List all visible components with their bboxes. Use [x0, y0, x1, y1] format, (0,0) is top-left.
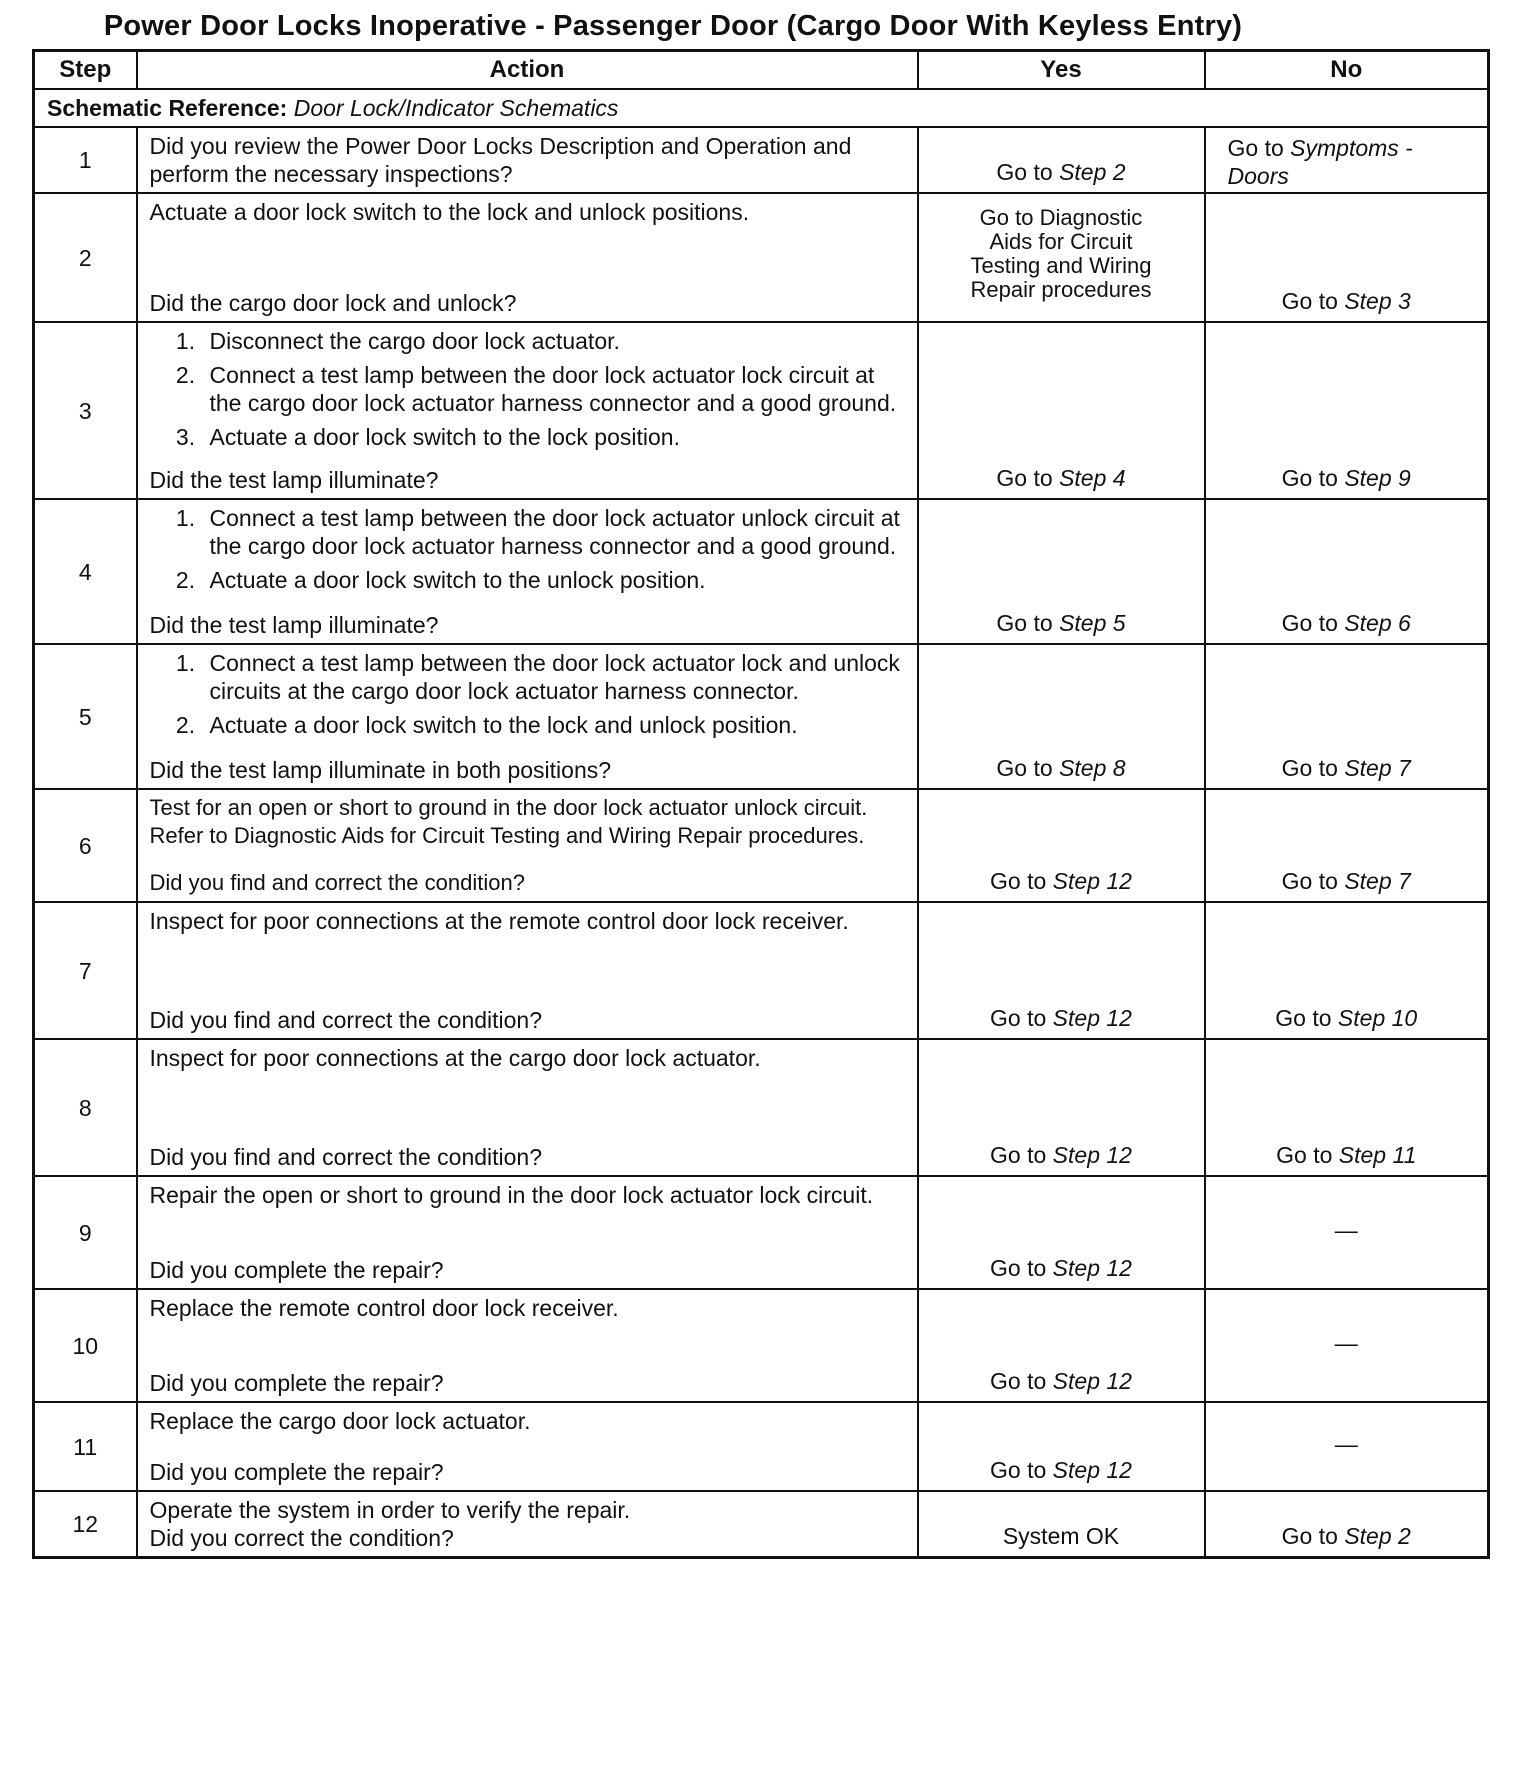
header-action: Action: [137, 51, 918, 90]
header-no: No: [1205, 51, 1489, 90]
no-text: Go to: [1281, 465, 1338, 491]
table-row: [34, 1402, 1489, 1491]
yes-result: [918, 789, 1205, 902]
yes-step-link: Step 12: [1052, 1457, 1132, 1483]
table-row: [34, 789, 1489, 902]
action-question: Did the test lamp illuminate?: [149, 467, 439, 493]
action-text: Inspect for poor connections at the cargo door lock actuator.: [149, 1045, 761, 1071]
yes-text: Go to: [996, 159, 1053, 185]
yes-result: [918, 193, 1205, 322]
step-number: 2: [34, 193, 137, 322]
action-text: Did you review the Power Door Locks Description and Operation and perform the necessary inspections?: [149, 133, 852, 187]
no-step-link: Step 6: [1344, 610, 1411, 636]
action-text: Actuate a door lock switch to the lock and unlock positions.: [149, 199, 750, 225]
yes-text: Go to: [996, 610, 1053, 636]
no-step-link: Symptoms - Doors: [1227, 135, 1413, 189]
no-step-link: Step 11: [1338, 1142, 1417, 1168]
action-content: [150, 1407, 907, 1486]
step-number: 6: [34, 789, 137, 902]
action-question: Did you find and correct the condition?: [149, 870, 525, 895]
yes-step-link: Step 12: [1052, 1005, 1132, 1031]
action-content: [150, 504, 907, 639]
action-question: Did you complete the repair?: [149, 1370, 444, 1396]
yes-text: Go to Diagnostic Aids for Circuit Testing and Wiring Repair procedures: [970, 205, 1152, 302]
yes-result: [918, 1289, 1205, 1402]
action-cell: [137, 902, 918, 1039]
yes-text: Go to: [990, 1142, 1047, 1168]
table-row: [34, 127, 1489, 193]
yes-step-link: Step 5: [1059, 610, 1126, 636]
action-instructions: [150, 1181, 907, 1209]
action-content: [150, 907, 907, 1034]
yes-result: [918, 644, 1205, 789]
no-text: Go to: [1281, 1523, 1338, 1549]
no-text: Go to: [1281, 755, 1338, 781]
yes-step-link: Step 12: [1052, 1255, 1132, 1281]
action-content: [150, 198, 907, 317]
header-yes: Yes: [918, 51, 1205, 90]
no-result: [1205, 499, 1489, 644]
action-cell: [137, 193, 918, 322]
yes-text: Go to: [990, 1457, 1047, 1483]
no-result: [1205, 1039, 1489, 1176]
action-instructions: [150, 1407, 907, 1435]
no-step-link: Step 2: [1344, 1523, 1411, 1549]
no-text: Go to: [1275, 1005, 1332, 1031]
action-content: [150, 327, 907, 494]
action-text: Operate the system in order to verify the repair.: [149, 1497, 631, 1523]
yes-step-link: Step 2: [1059, 159, 1126, 185]
no-result: [1205, 322, 1489, 499]
action-cell: [137, 1289, 918, 1402]
yes-step-link: Step 12: [1052, 868, 1132, 894]
header-row: [34, 51, 1489, 90]
action-cell: [137, 1176, 918, 1289]
action-content: [150, 649, 907, 784]
table-row: [34, 1491, 1489, 1558]
action-instructions: [150, 1044, 907, 1072]
table-row: [34, 1176, 1489, 1289]
action-question: Did the test lamp illuminate in both positions?: [149, 757, 612, 783]
action-content: [150, 132, 907, 188]
action-content: [150, 1044, 907, 1171]
action-content: [150, 1181, 907, 1284]
yes-result: [918, 322, 1205, 499]
yes-result: [918, 1402, 1205, 1491]
no-result: [1205, 644, 1489, 789]
no-step-link: Step 7: [1344, 868, 1411, 894]
table-row: [34, 193, 1489, 322]
yes-text: System OK: [1002, 1523, 1120, 1549]
action-question: Did you complete the repair?: [149, 1459, 444, 1485]
action-cell: [137, 127, 918, 193]
schematic-reference-row: [34, 89, 1489, 127]
step-number: 10: [34, 1289, 137, 1402]
no-step-link: Step 7: [1344, 755, 1411, 781]
table-row: [34, 322, 1489, 499]
action-instructions: [150, 907, 907, 935]
step-number: 7: [34, 902, 137, 1039]
action-question: Did you correct the condition?: [149, 1525, 454, 1551]
no-result: [1205, 193, 1489, 322]
no-result: [1205, 1491, 1489, 1558]
step-number: 5: [34, 644, 137, 789]
action-content: [150, 1294, 907, 1397]
table-row: [34, 902, 1489, 1039]
action-text: Repair the open or short to ground in the door lock actuator lock circuit.: [149, 1182, 874, 1208]
action-question: Did you find and correct the condition?: [149, 1144, 543, 1170]
action-question: Did the test lamp illuminate?: [149, 612, 439, 638]
no-result: [1205, 902, 1489, 1039]
action-question: Did you complete the repair?: [149, 1257, 444, 1283]
no-step-link: Step 3: [1344, 288, 1411, 314]
action-instructions: [150, 198, 907, 226]
action-instructions: [150, 649, 907, 745]
action-cell: [137, 499, 918, 644]
yes-result: [918, 499, 1205, 644]
action-instructions: [150, 327, 907, 457]
schematic-reference-link: Door Lock/Indicator Schematics: [293, 95, 619, 121]
yes-step-link: Step 8: [1059, 755, 1126, 781]
substep-list: [150, 327, 907, 451]
header-step: Step: [34, 51, 137, 90]
yes-result: [918, 1491, 1205, 1558]
action-instructions: [150, 1294, 907, 1322]
action-cell: [137, 644, 918, 789]
table-row: [34, 644, 1489, 789]
step-number: 4: [34, 499, 137, 644]
no-text: Go to: [1281, 868, 1338, 894]
yes-text: Go to: [990, 868, 1047, 894]
action-content: [150, 1496, 907, 1552]
yes-text: Go to: [996, 755, 1053, 781]
yes-result: [918, 902, 1205, 1039]
step-number: 11: [34, 1402, 137, 1491]
table-row: [34, 1039, 1489, 1176]
yes-step-link: Step 12: [1052, 1368, 1132, 1394]
substep-item: 1. Connect a test lamp between the door lock actuator lock and unlock circuits at the cargo door lock actuator harness connector.: [202, 649, 907, 705]
action-question: Did the cargo door lock and unlock?: [149, 290, 517, 316]
step-number: 12: [34, 1491, 137, 1558]
no-step-link: Step 10: [1337, 1005, 1418, 1031]
substep-item: 1. Connect a test lamp between the door lock actuator unlock circuit at the cargo door lock actuator harness connector and a good ground.: [202, 504, 907, 560]
yes-result: [918, 1176, 1205, 1289]
action-cell: [137, 1491, 918, 1558]
step-number: 9: [34, 1176, 137, 1289]
diagnostic-table: [32, 49, 1490, 1559]
substep-list: [150, 504, 907, 594]
no-result: [1205, 1289, 1489, 1402]
yes-result: [918, 127, 1205, 193]
yes-result: [918, 1039, 1205, 1176]
no-text: Go to: [1276, 1142, 1333, 1168]
action-cell: [137, 1402, 918, 1491]
substep-list: [150, 649, 907, 739]
action-instructions: [150, 794, 907, 850]
action-cell: [137, 1039, 918, 1176]
no-text: Go to: [1281, 610, 1338, 636]
action-text: Test for an open or short to ground in the door lock actuator unlock circuit. Refer to Diagnostic Aids for Circuit Testing and Wiring Repair procedures.: [149, 795, 868, 848]
action-question: Did you find and correct the condition?: [149, 1007, 543, 1033]
no-result: [1205, 789, 1489, 902]
no-result: [1205, 127, 1489, 193]
yes-text: Go to: [990, 1005, 1047, 1031]
action-instructions: [150, 504, 907, 600]
no-result: [1205, 1176, 1489, 1289]
action-text: Inspect for poor connections at the remote control door lock receiver.: [149, 908, 849, 934]
no-text: Go to: [1281, 288, 1338, 314]
action-instructions: [150, 1496, 907, 1524]
no-text: —: [1334, 1430, 1358, 1457]
yes-step-link: Step 12: [1052, 1142, 1132, 1168]
page-title: Power Door Locks Inoperative - Passenger Door (Cargo Door With Keyless Entry): [103, 10, 1243, 42]
action-cell: [137, 789, 918, 902]
action-text: Replace the remote control door lock receiver.: [149, 1295, 619, 1321]
step-number: 1: [34, 127, 137, 193]
table-row: [34, 1289, 1489, 1402]
schematic-reference: [34, 89, 1489, 127]
no-text: —: [1334, 1216, 1358, 1243]
schematic-reference-label: Schematic Reference:: [47, 95, 288, 121]
substep-item: 2. Actuate a door lock switch to the unlock position.: [202, 566, 907, 594]
yes-text: Go to: [990, 1255, 1047, 1281]
yes-text: Go to: [990, 1368, 1047, 1394]
step-number: 8: [34, 1039, 137, 1176]
no-step-link: Step 9: [1344, 465, 1411, 491]
table-row: [34, 499, 1489, 644]
no-text: Go to: [1227, 135, 1284, 161]
no-result: [1205, 1402, 1489, 1491]
action-content: [150, 794, 907, 897]
action-text: Replace the cargo door lock actuator.: [149, 1408, 531, 1434]
no-text: —: [1334, 1329, 1358, 1356]
substep-item: 1. Disconnect the cargo door lock actuator.: [202, 327, 907, 355]
action-instructions: [150, 132, 907, 188]
step-number: 3: [34, 322, 137, 499]
substep-item: 2. Connect a test lamp between the door lock actuator lock circuit at the cargo door lock actuator harness connector and a good ground.: [202, 361, 907, 417]
substep-item: 3. Actuate a door lock switch to the lock position.: [202, 423, 907, 451]
action-cell: [137, 322, 918, 499]
yes-text: Go to: [996, 465, 1053, 491]
substep-item: 2. Actuate a door lock switch to the lock and unlock position.: [202, 711, 907, 739]
yes-step-link: Step 4: [1059, 465, 1126, 491]
